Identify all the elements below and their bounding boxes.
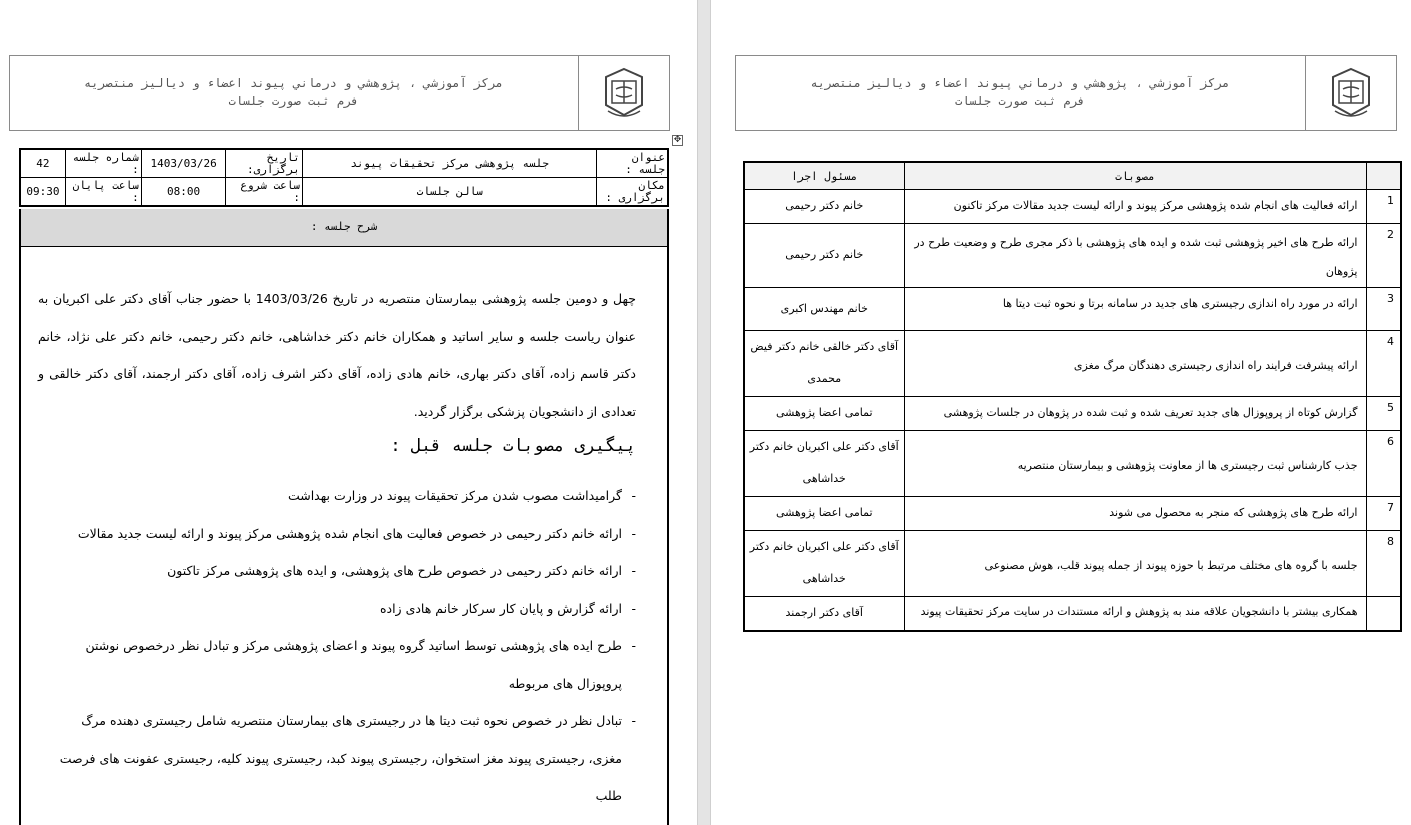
row-responsible: آقای دکتر علی اکبریان خانم دکتر خداشاهی — [744, 431, 904, 497]
row-responsible: آقای دکتر علی اکبریان خانم دکتر خداشاهی — [744, 531, 904, 597]
meeting-number-label: شماره جلسه : — [65, 149, 141, 178]
meeting-info-table — [19, 148, 669, 207]
header-form-title: فرم ثبت صورت جلسات — [228, 94, 359, 108]
row-responsible: خانم دکتر رحیمی — [744, 190, 904, 224]
row-description: جلسه با گروه های مختلف مرتبط با حوزه پیوند از جمله پیوند قلب، هوش مصنوعی — [904, 531, 1366, 597]
meeting-end-label: ساعت پایان : — [65, 178, 141, 207]
row-number: 3 — [1366, 288, 1401, 331]
table-row — [744, 331, 1401, 397]
table-row — [744, 497, 1401, 531]
meeting-date-label: تاريخ برگزاری: — [226, 149, 303, 178]
table-row — [744, 431, 1401, 497]
row-responsible: آقای دکتر خالقی خانم دکتر فیض محمدی — [744, 331, 904, 397]
row-description: ارائه پیشرفت فرایند راه اندازی رجیستری دهندگان مرگ مغزی — [904, 331, 1366, 397]
followup-heading: پیگیری مصوبات جلسه قبل : — [390, 436, 636, 456]
meeting-start-value: 08:00 — [141, 178, 226, 207]
list-item: - ارائه گزارش و پایان کار سرکار خانم هادی زاده — [50, 590, 636, 628]
row-responsible: تمامی اعضا پژوهشی — [744, 397, 904, 431]
list-item: - ارائه خانم دکتر رحیمی در خصوص فعالیت های انجام شده پژوهشی مرکز پیوند و ارائه لیست جدید مقالات — [50, 515, 636, 553]
list-item: - تبادل نظر در خصوص نحوه ثبت دیتا ها در رجیستری های بیمارستان منتصریه شامل رجیستری دهنده مرگ مغزی، رجیستری پیوند مغز استخوان، رجیستری پیوند کبد، رجیستری پیوند کلیه، رجیستری عفونت های فرصت طلب — [50, 702, 636, 815]
header-form-title: فرم ثبت صورت جلسات — [954, 94, 1086, 108]
document-page-2 — [711, 0, 1411, 825]
row-responsible: تمامی اعضا پژوهشی — [744, 497, 904, 531]
meeting-summary-paragraph: چهل و دومین جلسه پژوهشی بیمارستان منتصریه در تاریخ 1403/03/26 با حضور جناب آقای دکتر علی اکبریان به عنوان ریاست جلسه و سایر اساتید و همکاران خانم دکتر خداشاهی، خانم دکتر رحیمی، خانم دکتر علی نژاد، خانم دکتر قاسم زاده، آقای دکتر بهاری، خانم هادی زاده، آقای دکتر اشرف زاده، آقای دکتر ارجمند، آقای دکتر خالقی و تعدادی از دانشجویان پزشکی برگزار گردید. — [38, 291, 636, 419]
col-number-header — [1366, 162, 1401, 190]
form-header — [9, 55, 670, 131]
resolutions-table — [743, 161, 1402, 632]
meeting-title-value: جلسه پژوهشی مرکز تحقیقات پیوند — [302, 149, 597, 178]
header-institute: مرکز آموزشي ، پژوهشي و درماني پيوند اعضاء و دياليز منتصريه — [83, 76, 504, 90]
meeting-description-header: شرح جلسه : — [19, 209, 669, 247]
table-row — [744, 397, 1401, 431]
row-description: ارائه طرح های اخیر پژوهشی ثبت شده و ایده های پژوهشی با ذکر مجری طرح و وضعیت طرح در پژوهان — [904, 224, 1366, 288]
meeting-end-value: 09:30 — [20, 178, 65, 207]
row-number: 6 — [1366, 431, 1401, 497]
form-header-page2 — [735, 55, 1397, 131]
meeting-title-label: عنوان جلسه : — [597, 149, 668, 178]
table-row — [744, 224, 1401, 288]
row-description: همکاری بیشتر با دانشجویان علاقه مند به پژوهش و ارائه مستندات در سایت مرکز تحقیقات پیوند — [904, 597, 1366, 632]
row-number — [1366, 597, 1401, 632]
row-responsible: خانم دکتر رحیمی — [744, 224, 904, 288]
row-number: 5 — [1366, 397, 1401, 431]
followup-list — [50, 477, 636, 815]
table-row — [744, 288, 1401, 331]
row-responsible: خانم مهندس اکبری — [744, 288, 904, 331]
row-number: 1 — [1366, 190, 1401, 224]
table-move-handle-icon[interactable]: ✥ — [673, 135, 682, 145]
row-description: گزارش کوتاه از پروپوزال های جدید تعریف شده و ثبت شده در پژوهان در جلسات پژوهشی — [904, 397, 1366, 431]
table-row — [744, 190, 1401, 224]
list-item: - طرح ایده های پژوهشی توسط اساتید گروه پیوند و اعضای پژوهشی مرکز و تبادل نظر درخصوص نوشتن پروپوزال های مربوطه — [50, 627, 636, 702]
table-row — [744, 597, 1401, 632]
list-item: - ارائه خانم دکتر رحیمی در خصوص طرح های پژوهشی، و ایده های پژوهشی مرکز تاکتون — [50, 552, 636, 590]
row-responsible: آقای دکتر ارجمند — [744, 597, 904, 632]
col-resolutions-header: مصوبات — [904, 162, 1366, 190]
page-gap — [697, 0, 711, 825]
meeting-start-label: ساعت شروع : — [226, 178, 303, 207]
row-number: 7 — [1366, 497, 1401, 531]
row-description: ارائه فعالیت های انجام شده پژوهشی مرکز پیوند و ارائه لیست جدید مقالات مرکز تاکنون — [904, 190, 1366, 224]
row-description: ارائه در مورد راه اندازی رجیستری های جدید در سامانه برتا و نحوه ثبت دیتا ها — [904, 288, 1366, 331]
col-responsible-header: مسئول اجرا — [744, 162, 904, 190]
row-description: جذب کارشناس ثبت رجیستری ها از معاونت پژوهشی و بیمارستان منتصریه — [904, 431, 1366, 497]
list-item: - گرامیداشت مصوب شدن مرکز تحقیقات پیوند در وزارت بهداشت — [50, 477, 636, 515]
row-number: 2 — [1366, 224, 1401, 288]
meeting-place-value: سالن جلسات — [302, 178, 597, 207]
table-row — [744, 531, 1401, 597]
document-page-1 — [0, 0, 697, 825]
meeting-place-label: مکان برگزاری : — [597, 178, 668, 207]
row-description: ارائه طرح های پژوهشی که منجر به محصول می شوند — [904, 497, 1366, 531]
row-number: 8 — [1366, 531, 1401, 597]
university-logo-icon — [578, 56, 669, 130]
meeting-number-value: 42 — [20, 149, 65, 178]
header-institute: مرکز آموزشي ، پژوهشي و درماني پيوند اعضاء و دياليز منتصريه — [810, 76, 1230, 90]
meeting-date-value: 1403/03/26 — [141, 149, 226, 178]
university-logo-icon — [1305, 56, 1396, 130]
row-number: 4 — [1366, 331, 1401, 397]
